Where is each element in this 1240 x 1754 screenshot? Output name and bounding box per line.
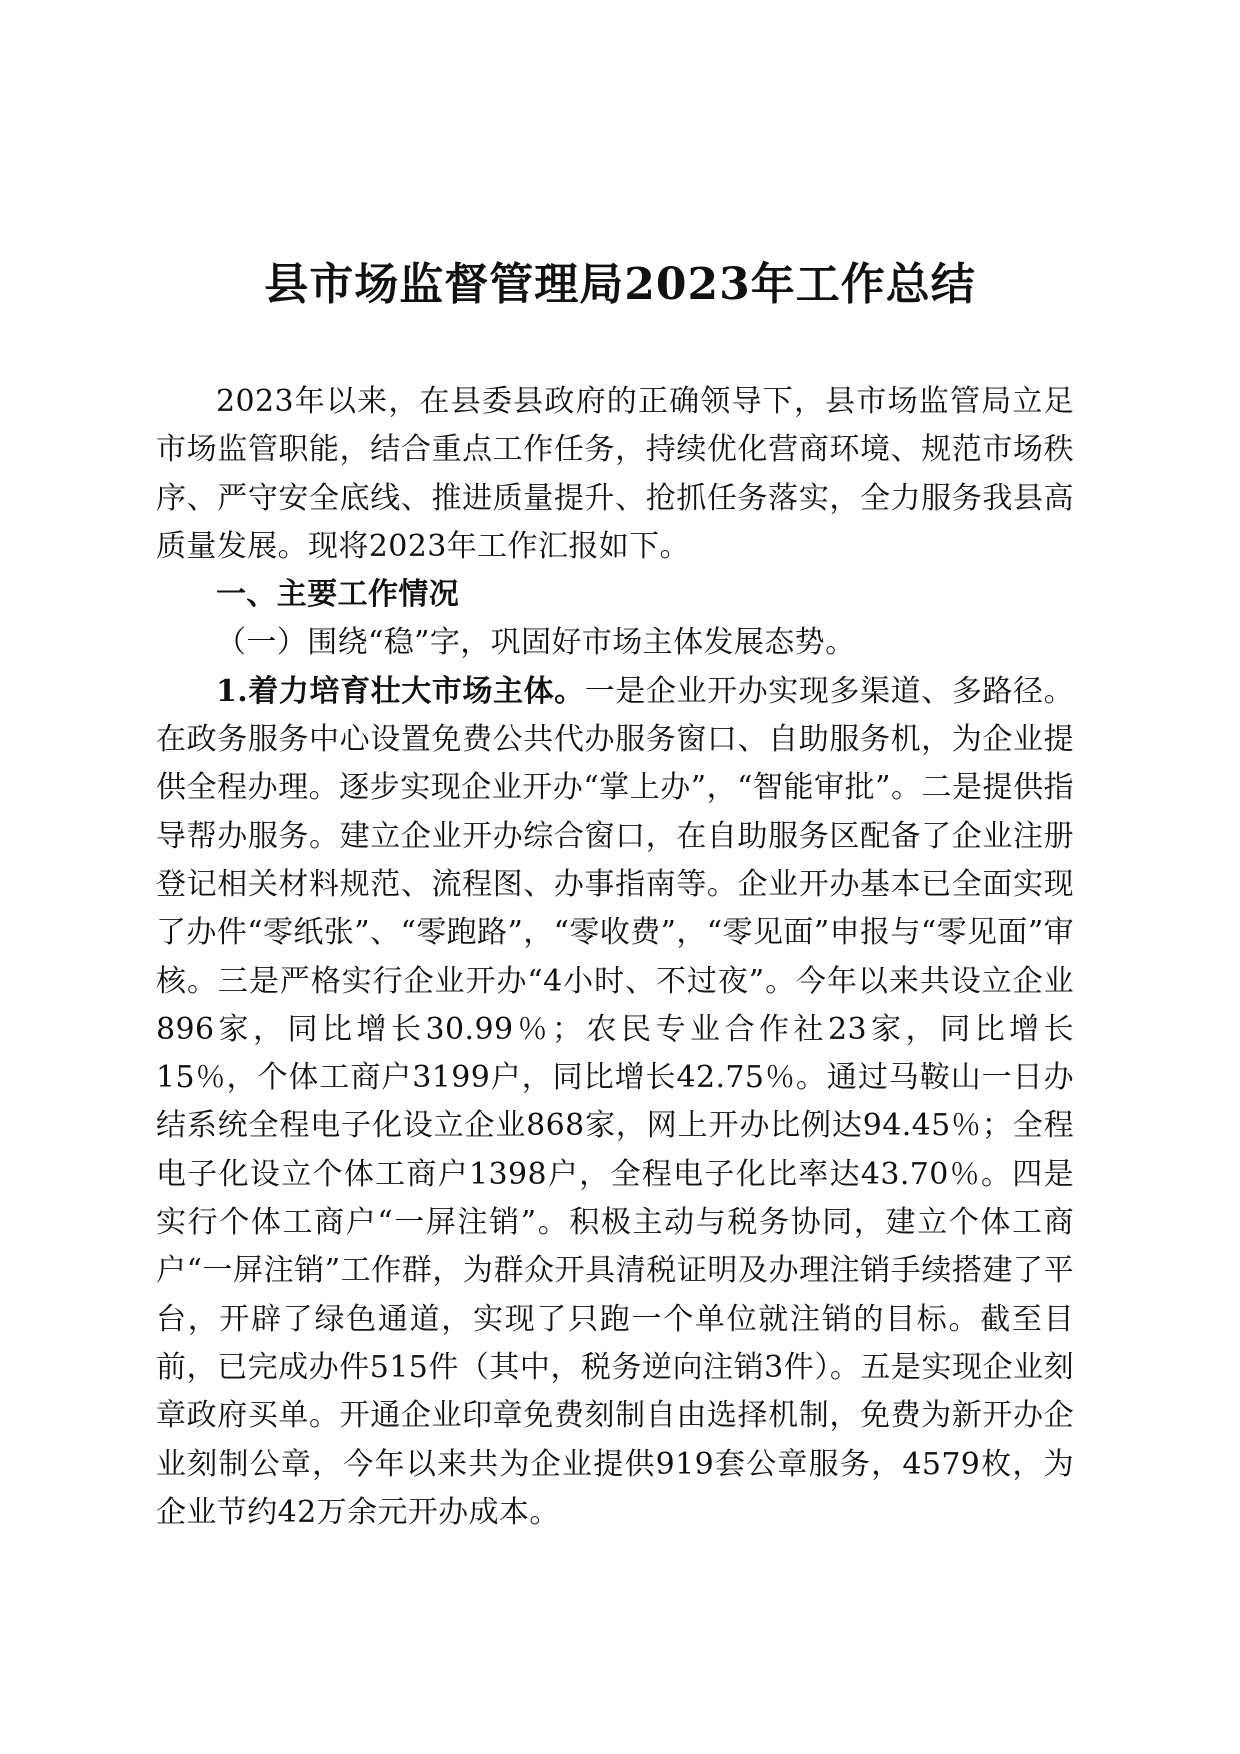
- section-heading-main-work: 一、主要工作情况: [216, 577, 460, 613]
- document-title: 县市场监督管理局2023年工作总结: [264, 259, 976, 310]
- item-1-text: 一是企业开办实现多渠道、多路径。在政务服务中心设置免费公共代办服务窗口、自助服务机，为企业提供全程办理。逐步实现企业开办“掌上办”，“智能审批”。二是提供指导帮办服务。建立企业开办综合窗口，在自助服务区配备了企业注册登记相关材料规范、流程图、办事指南等。企业开办基本已全面实现了办件“零纸张”、“零跑路”，“零收费”，“零见面”申报与“零见面”审核。三是严格实行企业开办“4小时、不过夜”。今年以来共设立企业896家，同比增长30.99％；农民专业合作社23家，同比增长15％，个体工商户3199户，同比增长42.75％。通过马鞍山一日办结系统全程电子化设立企业868家，网上开办比例达94.45％；全程电子化设立个体工商户1398户，全程电子化比率达43.70％。四是实行个体工商户“一屏注销”。积极主动与税务协同，建立个体工商户“一屏注销”工作群，为群众开具清税证明及办理注销手续搭建了平台，开辟了绿色通道，实现了只跑一个单位就注销的目标。截至目前，已完成办件515件（其中，税务逆向注销3件）。五是实现企业刻章政府买单。开通企业印章免费刻制自由选择机制，免费为新开办企业刻制公章，今年以来共为企业提供919套公章服务，4579枚，为企业节约42万余元开办成本。: [156, 673, 1074, 1530]
- item-1-lead: 1.着力培育壮大市场主体。: [216, 673, 585, 709]
- subsection-heading-stability: （一）围绕“稳”字，巩固好市场主体发展态势。: [216, 625, 856, 661]
- document-body: [156, 378, 1074, 1537]
- intro-paragraph: 2023年以来，在县委县政府的正确领导下，县市场监管局立足市场监管职能，结合重点工作任务，持续优化营商环境、规范市场秩序、严守安全底线、推进质量提升、抢抓任务落实，全力服务我县高质量发展。现将2023年工作汇报如下。: [156, 384, 1074, 564]
- item-1-paragraph: [156, 668, 1074, 1537]
